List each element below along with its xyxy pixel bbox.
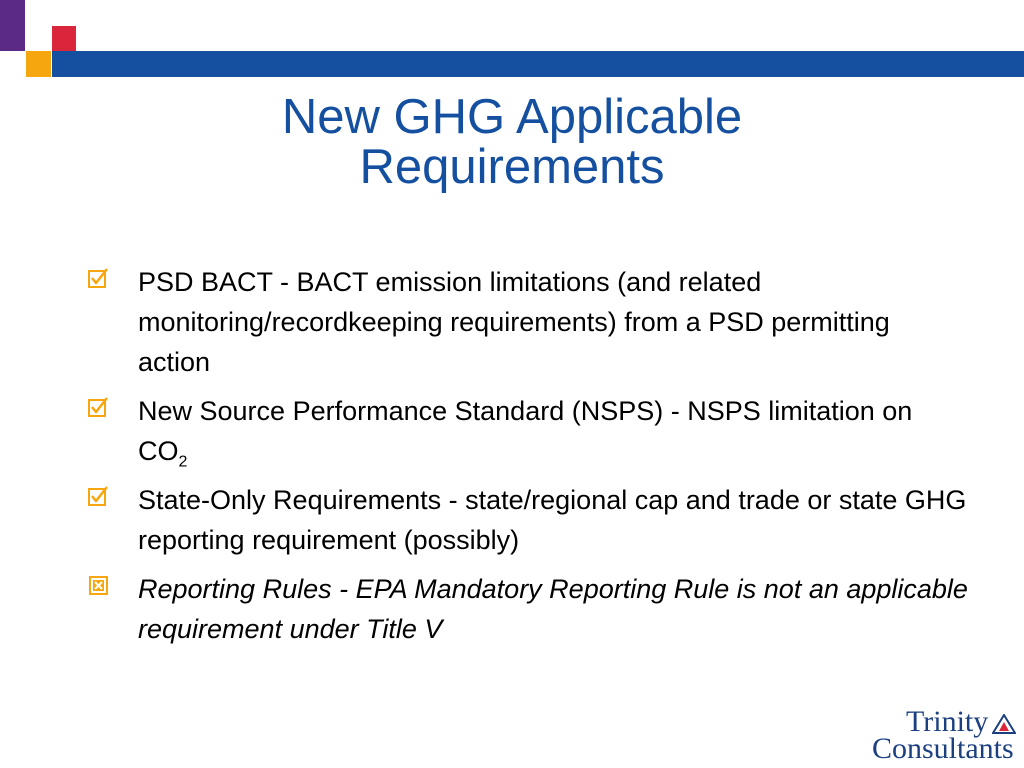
bullet-text: State-Only Requirements - state/regional cap and trade or state GHG reporting requirement (possibly) <box>138 485 967 555</box>
slide-title-line-2: Requirements <box>359 140 665 194</box>
bullet-text <box>138 391 968 471</box>
bullet-item <box>88 480 968 560</box>
bullet-text-main: New Source Performance Standard (NSPS) - NSPS limitation on CO <box>138 396 913 466</box>
slide-title-line-1: New GHG Applicable <box>281 90 743 144</box>
decor-square-yellow <box>26 51 51 77</box>
logo-line-2: Consultants <box>872 732 1014 765</box>
logo-triangle-icon <box>992 714 1016 734</box>
checked-box-icon <box>88 391 138 423</box>
x-box-icon <box>88 569 138 601</box>
checked-box-icon <box>88 262 138 294</box>
bullet-item <box>88 569 968 649</box>
decor-square-purple <box>0 0 25 51</box>
bullet-item <box>88 391 968 471</box>
bullet-text-subscript: 2 <box>178 453 188 471</box>
bullet-text: Reporting Rules - EPA Mandatory Reporting Rule is not an applicable requirement under Title V <box>138 574 968 644</box>
bullet-list <box>88 262 968 658</box>
decor-square-red <box>52 26 76 51</box>
slide-title <box>0 92 1024 192</box>
logo-line-1: Trinity <box>906 705 989 738</box>
header-bar <box>52 51 1024 77</box>
bullet-text: PSD BACT - BACT emission limitations (and related monitoring/recordkeeping requirements) from a PSD permitting action <box>138 267 890 377</box>
bullet-item <box>88 262 968 382</box>
checked-box-icon <box>88 480 138 512</box>
trinity-consultants-logo <box>868 705 1018 765</box>
